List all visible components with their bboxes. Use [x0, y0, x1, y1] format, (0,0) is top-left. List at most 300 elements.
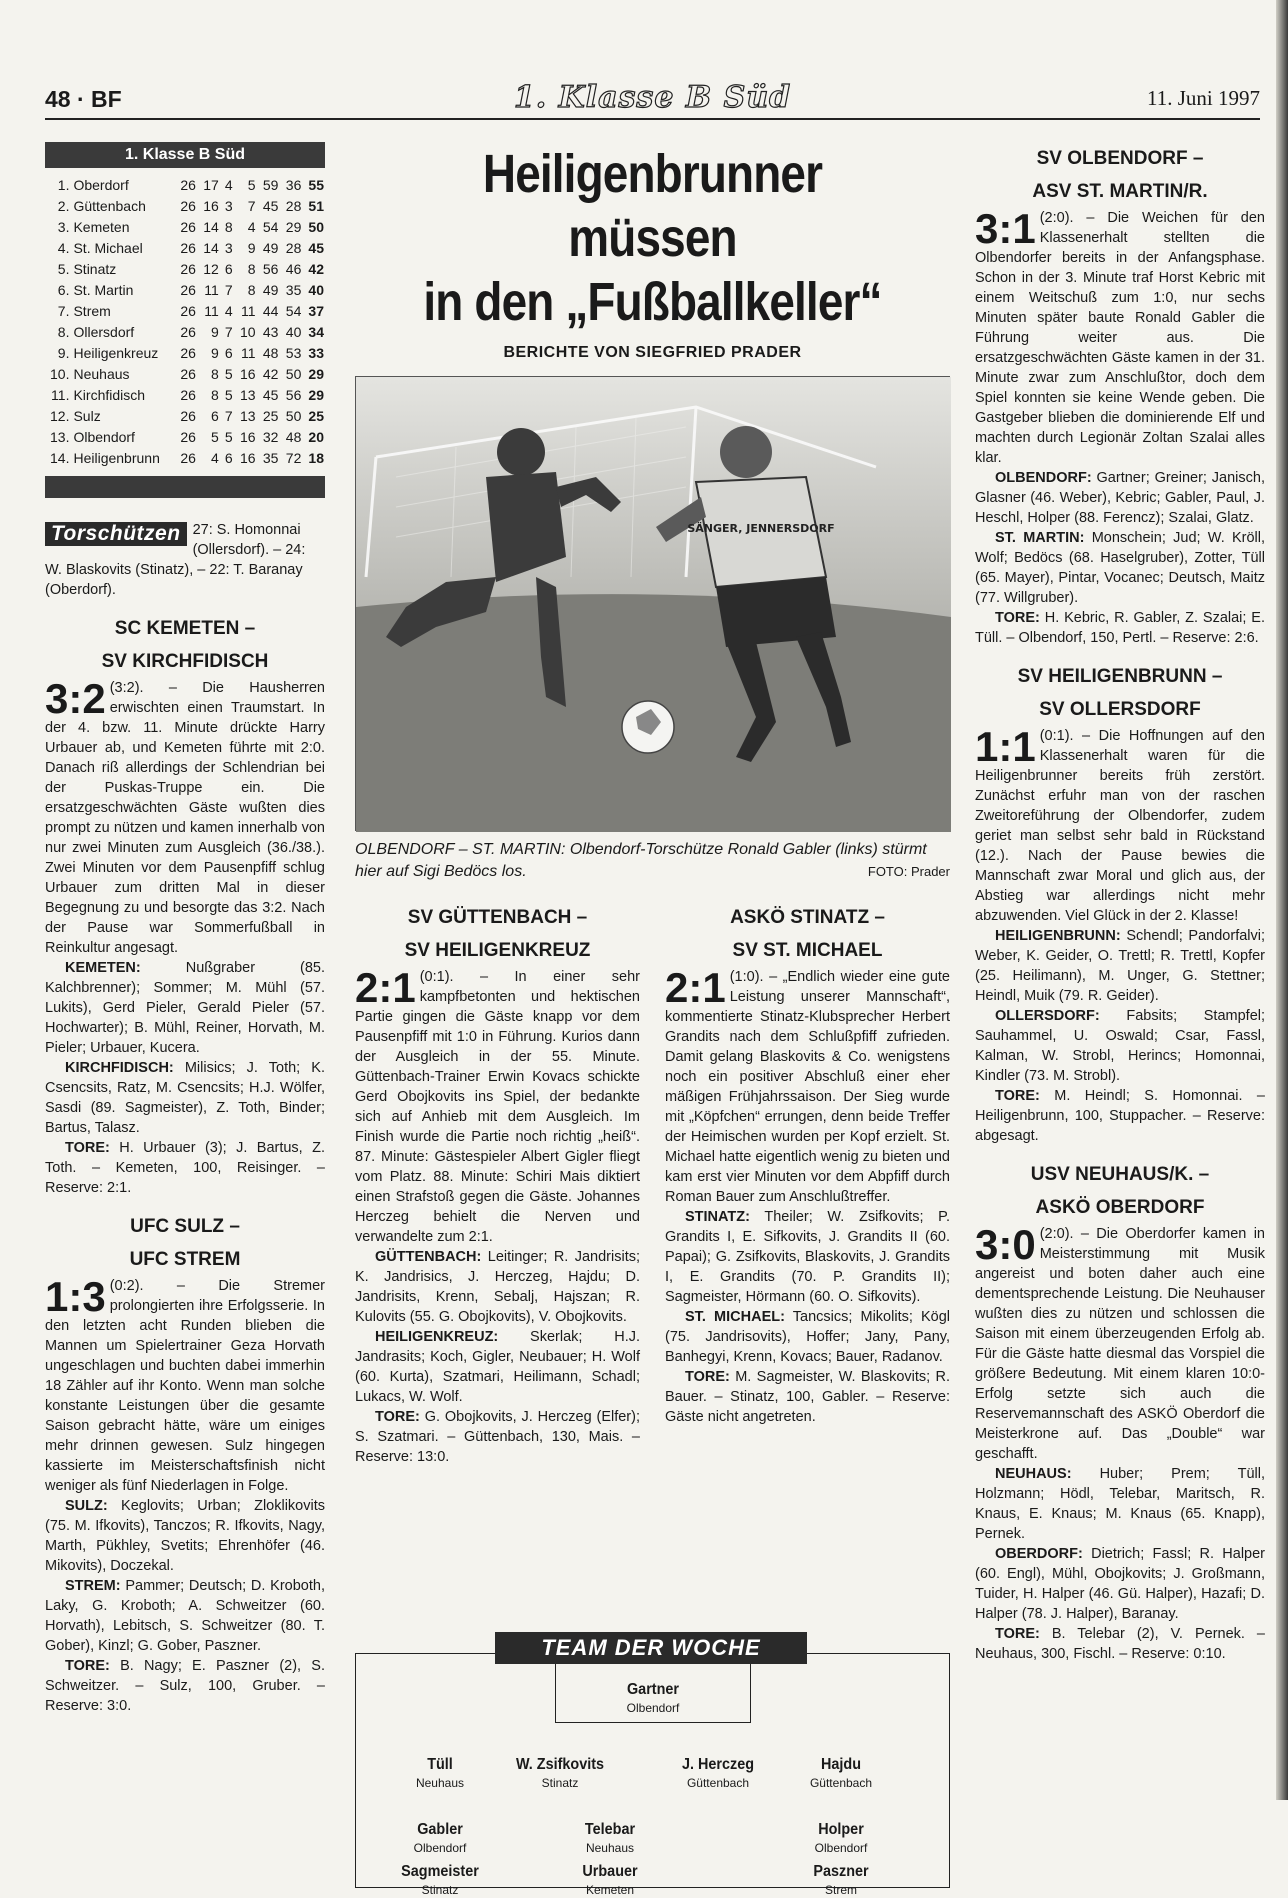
table-cell-losses: 11	[240, 344, 256, 361]
table-cell-games: 26	[180, 176, 196, 193]
table-cell-team: Kemeten	[73, 218, 130, 235]
team-player	[365, 1820, 515, 1856]
lineup-text: B. Telebar (2), V. Pernek. – Neuhaus, 300, Fischl. – Reserve: 0:10.	[975, 1626, 1265, 1662]
table-cell-points: 45	[308, 239, 324, 256]
table-cell-draws: 7	[224, 281, 233, 298]
team-player	[766, 1820, 916, 1856]
match-heading-away: ASV ST. MARTIN/R.	[1032, 181, 1208, 202]
lineup-label: KIRCHFIDISCH:	[65, 1060, 174, 1076]
match-heading-away: SV OLLERSDORF	[1039, 699, 1201, 720]
standings-table	[45, 174, 325, 468]
table-cell-position: 11.	[51, 386, 70, 403]
table-cell-points: 18	[308, 449, 324, 466]
team-player-club: Neuhaus	[415, 1776, 465, 1790]
report-body: (0:1). – Die Hoffnungen auf den Klassenerhalt waren für die Heiligenbrunner bereits früh zerstört. Zunächst erfuhr man von der raschen Zweitoreführung der Olbendorfer, zudem geriet man selbst sehr bald in Rückstand (12.). Nach der Pause bewies die Mannschaft zwar Moral und glich aus, der Abstieg war allerdings nicht mehr abzuwenden. Viel Glück in der 2. Klasse!	[975, 728, 1265, 924]
team-player-name: Holper	[818, 1821, 864, 1838]
team-player-club: Stinatz	[421, 1883, 459, 1897]
report-body: (2:0). – Die Weichen für den Klassenerhalt stellten die Olbendorfer bereits in der Anfangsphase. Schon in der 3. Minute traf Horst Kebric mit einem Weitschuß zum 1:0, nur sechs Minuten später baute Ronald Gabler die Führung weiter aus. Die ersatzgeschwächten Gäste kamen in der 31. Minute zwar zum Anschlußtor, doch dem Spiel konnten sie keine Wende geben. Die Gastgeber blieben die dominierende Elf und machten durch Legionär Zoltan Szalai alles klar.	[975, 210, 1265, 466]
table-cell-goals-for: 44	[262, 302, 279, 319]
table-cell-losses: 11	[240, 302, 256, 319]
lineup-label: OLLERSDORF:	[995, 1008, 1100, 1024]
photo-caption-text: OLBENDORF – ST. MARTIN: Olbendorf-Torschütze Ronald Gabler (links) stürmt hier auf Sigi Bedöcs los.	[355, 841, 927, 880]
match-report-text	[45, 675, 325, 958]
team-player	[766, 1755, 916, 1791]
lineup-text: G. Obojkovits, J. Herczeg (Elfer); S. Szatmari. – Güttenbach, 130, Mais. – Reserve: 13:0.	[355, 1409, 640, 1465]
table-cell-team: Heiligenkreuz	[73, 344, 159, 361]
table-cell-team: St. Martin	[73, 281, 134, 298]
table-cell-points: 50	[308, 218, 324, 235]
table-cell-wins: 8	[211, 386, 219, 403]
lineup-paragraph	[355, 1327, 640, 1407]
table-cell-games: 26	[180, 323, 196, 340]
table-cell-position: 8.	[57, 323, 70, 340]
table-cell-position: 10.	[50, 365, 70, 382]
table-row	[45, 237, 325, 258]
table-cell-games: 26	[180, 218, 196, 235]
table-cell-games: 26	[180, 428, 196, 445]
table-cell-games: 26	[180, 407, 196, 424]
table-cell-losses: 16	[239, 449, 256, 466]
table-cell-games: 26	[180, 302, 196, 319]
table-cell-draws: 5	[224, 365, 233, 382]
table-cell-wins: 5	[211, 428, 219, 445]
table-cell-wins: 16	[203, 197, 219, 214]
left-match-reports	[45, 612, 325, 1716]
final-score: 1:1	[975, 723, 1036, 770]
football-photo-illustration	[356, 377, 951, 832]
table-cell-wins: 9	[211, 344, 219, 361]
table-cell-goals-for: 48	[262, 344, 279, 361]
lineup-label: TORE:	[995, 1626, 1040, 1642]
middle-sub-column	[665, 889, 950, 1467]
table-cell-goals-for: 56	[262, 260, 279, 277]
table-cell-goals-against: 54	[285, 302, 302, 319]
lineup-text: B. Nagy; E. Paszner (2), S. Schweitzer. – Sulz, 100, Gruber. – Reserve: 3:0.	[45, 1658, 325, 1714]
lineup-paragraph	[45, 1496, 325, 1576]
lineup-paragraph	[975, 468, 1265, 528]
top-scorers	[45, 520, 325, 600]
match-heading-away: SV HEILIGENKREUZ	[404, 940, 591, 961]
table-cell-position: 6.	[57, 281, 70, 298]
match-heading-away: ASKÖ OBERDORF	[1035, 1197, 1205, 1218]
table-cell-team: Kirchfidisch	[73, 386, 146, 403]
top-scorers-badge: Torschützen	[45, 522, 187, 546]
table-cell-goals-against: 50	[285, 365, 302, 382]
lineup-paragraph	[45, 1576, 325, 1656]
table-cell-draws: 6	[224, 449, 233, 466]
lineup-paragraph	[975, 1464, 1265, 1544]
lineup-text: Skerlak; H.J. Jandrasits; Koch, Gigler, Neubauer; H. Wolf (60. Kurta), Szatmari, Heilimann, Schadl; Lukacs, W. Wolf.	[355, 1329, 640, 1405]
table-cell-position: 12.	[50, 407, 70, 424]
match-report	[355, 901, 640, 1467]
table-cell-draws: 6	[224, 260, 233, 277]
final-score: 3:1	[975, 205, 1036, 252]
team-player-club: Neuhaus	[585, 1841, 635, 1855]
lineup-paragraph	[975, 1544, 1265, 1624]
right-column	[975, 142, 1265, 1664]
team-player	[578, 1680, 728, 1716]
table-cell-games: 26	[180, 386, 196, 403]
match-report-text	[45, 1273, 325, 1496]
top-scorers-text: 27: S. Homonnai (Ollersdorf). – 24: W. Blaskovits (Stinatz), – 22: T. Baranay (Oberdorf).	[45, 522, 306, 598]
table-cell-draws: 7	[224, 323, 233, 340]
team-player	[365, 1862, 515, 1898]
table-cell-goals-for: 45	[262, 197, 279, 214]
table-cell-wins: 14	[203, 218, 219, 235]
match-heading-home: SV OLBENDORF –	[1036, 148, 1204, 169]
table-cell-position: 7.	[57, 302, 70, 319]
photo-caption	[355, 839, 950, 883]
table-cell-position: 5.	[57, 260, 70, 277]
match-report	[665, 901, 950, 1427]
table-cell-games: 26	[180, 281, 196, 298]
table-cell-goals-for: 25	[262, 407, 279, 424]
table-cell-draws: 5	[224, 386, 233, 403]
table-cell-points: 29	[308, 365, 324, 382]
match-photo	[355, 376, 950, 831]
table-cell-goals-for: 59	[262, 176, 279, 193]
table-cell-team: Strem	[73, 302, 111, 319]
table-cell-goals-against: 35	[285, 281, 302, 298]
table-cell-goals-for: 43	[262, 323, 279, 340]
table-cell-losses: 16	[239, 428, 256, 445]
table-cell-draws: 8	[224, 218, 233, 235]
table-cell-position: 4.	[57, 239, 70, 256]
table-row	[45, 258, 325, 279]
lineup-label: TORE:	[995, 1088, 1040, 1104]
team-player-club: Kemeten	[585, 1883, 635, 1897]
team-player-name: Paszner	[813, 1863, 869, 1880]
table-cell-wins: 17	[203, 176, 219, 193]
table-row	[45, 363, 325, 384]
lineup-paragraph	[665, 1367, 950, 1427]
match-heading-home: SV HEILIGENBRUNN –	[1017, 666, 1223, 687]
table-cell-goals-against: 56	[285, 386, 302, 403]
lineup-label: ST. MICHAEL:	[685, 1309, 785, 1325]
report-body: (0:2). – Die Stremer prolongierten ihre Erfolgsserie. In den letzten acht Runden blieben die Mannen um Spielertrainer Geza Horvath ungeschlagen und buchten dabei immerhin 18 Zähler auf ihr Konto. Wenn man solche konstante Leistungen über die gesamte Saison gebracht hätte, wäre um einiges mehr drinnen gewesen. Sulz hingegen kassierte im Meisterschaftsfinish nicht weniger als fünf Niederlagen in Folge.	[45, 1278, 325, 1494]
final-score: 2:1	[665, 964, 726, 1011]
table-footer-bar	[45, 476, 325, 498]
table-cell-goals-against: 29	[285, 218, 302, 235]
lineup-text: Gartner; Greiner; Janisch, Glasner (46. Weber), Kebric; Gabler, Paul, J. Heschl, Holper (88. Ferencz); Szalai, Glatz.	[975, 470, 1265, 526]
team-player-club: Stinatz	[541, 1776, 579, 1790]
lineup-paragraph	[975, 1086, 1265, 1146]
lineup-text: Theiler; W. Zsifkovits; P. Grandits I, E. Sifkovits, J. Grandits II (60. Papai); G. Zsifkovits, Blaskovits, J. Grandits I, E. Grandits (70. P. Grandits II); Sagmeister, Hörmann (60. O. Sifkovits).	[665, 1209, 950, 1305]
final-score: 3:2	[45, 675, 106, 722]
match-heading-home: UFC SULZ –	[130, 1216, 240, 1237]
table-cell-goals-against: 53	[285, 344, 302, 361]
table-row	[45, 321, 325, 342]
match-report-text	[355, 964, 640, 1247]
jersey-sponsor-text: SÄNGER, JENNERSDORF	[687, 522, 835, 535]
table-cell-position: 13.	[50, 428, 70, 445]
table-cell-goals-for: 49	[262, 281, 279, 298]
table-row	[45, 300, 325, 321]
table-cell-position: 14.	[50, 449, 70, 466]
table-cell-goals-against: 28	[285, 239, 302, 256]
headline	[400, 142, 906, 334]
table-cell-losses: 10	[239, 323, 256, 340]
lineup-paragraph	[665, 1307, 950, 1367]
lineup-paragraph	[975, 1624, 1265, 1664]
table-cell-draws: 6	[224, 344, 233, 361]
team-player-club: Strem	[824, 1883, 857, 1897]
table-cell-wins: 11	[204, 281, 219, 298]
lineup-text: M. Sagmeister, W. Blaskovits; R. Bauer. – Stinatz, 100, Gabler. – Reserve: Gäste nicht angetreten.	[665, 1369, 951, 1425]
lineup-label: TORE:	[65, 1658, 110, 1674]
team-of-week-title: TEAM DER WOCHE	[495, 1632, 807, 1664]
table-cell-wins: 14	[203, 239, 219, 256]
final-score: 3:0	[975, 1221, 1036, 1268]
table-cell-goals-against: 36	[285, 176, 302, 193]
page-header	[45, 80, 1260, 120]
lineup-paragraph	[355, 1407, 640, 1467]
table-cell-games: 26	[180, 197, 196, 214]
team-player	[766, 1862, 916, 1898]
table-cell-draws: 4	[224, 176, 233, 193]
table-cell-points: 37	[308, 302, 324, 319]
lineup-text: Schendl; Pandorfalvi; Weber, K. Geider, O. Trettl; R. Trettl, Kopfer (25. Heilimann), M. Unger, G. Stettner; Heindl, Muik (79. R. Geider).	[975, 928, 1266, 1004]
lineup-label: KEMETEN:	[65, 960, 141, 976]
lineup-paragraph	[975, 528, 1265, 608]
match-report	[975, 1158, 1265, 1664]
team-player-name: Telebar	[584, 1821, 636, 1838]
left-column	[45, 142, 325, 1716]
table-cell-points: 34	[308, 323, 324, 340]
team-player-name: Urbauer	[582, 1863, 638, 1880]
table-cell-draws: 3	[224, 239, 233, 256]
team-player	[535, 1862, 685, 1898]
lineup-text: Monschein; Jud; W. Kröll, Wolf; Bedöcs (68. Haselgruber), Zotter, Tüll (65. Mayer), Pintar, Vocanec; Deutsch, Maitz (77. Willgruber).	[975, 530, 1266, 606]
table-cell-wins: 11	[204, 302, 219, 319]
table-cell-wins: 9	[211, 323, 219, 340]
team-player-club: Olbendorf	[814, 1841, 868, 1855]
photo-credit: FOTO: Prader	[867, 864, 950, 879]
table-cell-losses: 9	[247, 239, 256, 256]
headline-line-1: Heiligenbrunner müssen	[482, 144, 823, 268]
table-cell-games: 26	[180, 365, 196, 382]
table-cell-team: St. Michael	[73, 239, 143, 256]
table-row	[45, 447, 325, 468]
team-player-name: Tüll	[427, 1756, 453, 1773]
match-heading-home: SC KEMETEN –	[114, 618, 256, 639]
section-title: 1. Klasse B Süd	[513, 80, 792, 115]
match-report	[975, 142, 1265, 648]
lineup-paragraph	[975, 1006, 1265, 1086]
lineup-text: Nußgraber (85. Kalchbrenner); Sommer; M. Mühl (57. Lukits), Gerd Pieler, Gerald Pieler (57. Hochwarter); B. Mühl, Reiner, Horvath, M. Pieler; Urbauer, Kucera.	[45, 960, 325, 1056]
table-cell-losses: 13	[239, 407, 256, 424]
table-cell-points: 33	[308, 344, 324, 361]
team-player	[535, 1820, 685, 1856]
table-cell-position: 3.	[57, 218, 70, 235]
match-report	[975, 660, 1265, 1146]
match-heading-home: ASKÖ STINATZ –	[730, 907, 885, 928]
table-row	[45, 342, 325, 363]
table-cell-draws: 3	[224, 197, 233, 214]
lineup-paragraph	[975, 608, 1265, 648]
report-body: (0:1). – In einer sehr kampfbetonten und hektischen Partie gingen die Gäste knapp vor dem Pausenpfiff mit 1:0 in Führung. Kurios dann der Ausgleich in der 55. Minute. Güttenbach-Trainer Erwin Kovacs schickte Gerd Obojkovits ins Spiel, der bedankte sich auf Anhieb mit dem Ausgleich. Im Finish wurde die Partie noch richtig „heiß“. 87. Minute: Gästespieler Albert Gigler fliegt vom Platz. 88. Minute: Schiri Mais diktiert einen Strafstoß gegen die Gäste. Johannes Herczeg behielt die Nerven und verwandelte zum 2:1.	[355, 969, 640, 1245]
table-row	[45, 279, 325, 300]
team-player-name: Gartner	[626, 1681, 680, 1698]
lineup-label: HEILIGENKREUZ:	[375, 1329, 499, 1345]
table-cell-games: 26	[180, 260, 196, 277]
match-heading-away: SV KIRCHFIDISCH	[101, 651, 269, 672]
table-cell-goals-for: 49	[262, 239, 279, 256]
lineup-text: Leitinger; R. Jandrisits; K. Jandrisics, J. Herczeg, Hajdu; D. Jandrisits, Krenn, Sebalj, Hajszan; R. Kulovits (55. G. Obojkovits), V. Obojkovits.	[355, 1249, 640, 1325]
table-row	[45, 174, 325, 195]
lineup-text: H. Urbauer (3); J. Bartus, Z. Toth. – Kemeten, 100, Reisinger. – Reserve: 2:1.	[45, 1140, 325, 1196]
middle-sub-column	[355, 889, 640, 1467]
match-report-text	[975, 1221, 1265, 1464]
table-cell-points: 42	[308, 260, 324, 277]
table-row	[45, 195, 325, 216]
table-cell-games: 26	[180, 449, 196, 466]
table-cell-goals-against: 46	[285, 260, 302, 277]
match-report-text	[975, 205, 1265, 468]
table-cell-team: Olbendorf	[73, 428, 135, 445]
table-cell-goals-against: 28	[285, 197, 302, 214]
lineup-label: TORE:	[65, 1140, 110, 1156]
table-cell-points: 40	[308, 281, 324, 298]
table-cell-position: 1.	[57, 176, 70, 193]
lineup-text: Tancsics; Mikolits; Kögl (75. Jandrisovits), Hoffer; Jany, Pany, Banhegyi, Krenn, Kovacs; Bauer, Radanov.	[665, 1309, 950, 1365]
lineup-paragraph	[45, 1656, 325, 1716]
table-cell-team: Heiligenbrunn	[73, 449, 160, 466]
table-cell-losses: 13	[239, 386, 256, 403]
table-cell-losses: 5	[247, 176, 256, 193]
team-player	[485, 1755, 635, 1791]
table-row	[45, 405, 325, 426]
lineup-label: OBERDORF:	[995, 1546, 1083, 1562]
table-cell-goals-against: 48	[285, 428, 302, 445]
table-cell-goals-for: 35	[262, 449, 279, 466]
table-cell-position: 9.	[57, 344, 70, 361]
report-body: (3:2). – Die Hausherren erwischten einen Traumstart. In der 4. bzw. 11. Minute drückte Harry Urbauer ab, und Kemeten führte mit 2:0. Danach riß allerdings der Schlendrian bei der Puskas-Truppe ein. Die ersatzgeschwächten Gäste wußten dies prompt zu nützen und kamen innerhalb von nur zwei Minuten zum Ausgleich (36./38.). Zwei Minuten vor dem Pausenpfiff schlug Urbauer zum dritten Mal in dieser Begegnung zu und besorgte das 3:2. Nach der Pause war Sommerfußball in Reinkultur angesagt.	[45, 680, 325, 956]
table-cell-points: 51	[308, 197, 324, 214]
table-cell-wins: 4	[211, 449, 219, 466]
table-row	[45, 426, 325, 447]
lineup-label: HEILIGENBRUNN:	[995, 928, 1121, 944]
lineup-paragraph	[975, 926, 1265, 1006]
team-player-name: Hajdu	[820, 1756, 861, 1773]
byline: BERICHTE VON SIEGFRIED PRADER	[503, 344, 802, 361]
lineup-label: STREM:	[65, 1578, 121, 1594]
table-cell-wins: 6	[211, 407, 219, 424]
match-report	[45, 1210, 325, 1716]
final-score: 1:3	[45, 1273, 106, 1320]
middle-match-reports	[355, 889, 950, 1467]
issue-date: 11. Juni 1997	[1147, 86, 1260, 110]
team-player-name: W. Zsifkovits	[515, 1756, 605, 1773]
table-cell-points: 29	[308, 386, 324, 403]
lineup-text: Dietrich; Fassl; R. Halper (60. Engl), Mühl, Obojkovits; J. Großmann, Tuider, H. Halper (46. Gü. Halper), Hazafi; D. Halper (78. J. Halper), Baranay.	[975, 1546, 1265, 1622]
team-player-name: J. Herczeg	[681, 1756, 755, 1773]
table-cell-losses: 16	[239, 365, 256, 382]
lineup-text: Milisics; J. Toth; K. Csencsits, Ratz, M. Csencsits; H.J. Wölfer, Sasdi (89. Sagmeister), Z. Toth, Binder; Bartus, Talasz.	[45, 1060, 326, 1136]
match-heading-home: SV GÜTTENBACH –	[407, 907, 588, 928]
table-row	[45, 384, 325, 405]
table-cell-games: 26	[180, 344, 196, 361]
team-player-club: Olbendorf	[413, 1841, 467, 1855]
table-cell-team: Oberdorf	[73, 176, 129, 193]
table-cell-losses: 8	[247, 281, 256, 298]
lineup-text: M. Heindl; S. Homonnai. – Heiligenbrunn, 100, Stuppacher. – Reserve: abgesagt.	[975, 1088, 1265, 1144]
table-cell-points: 20	[308, 428, 324, 445]
lineup-label: TORE:	[995, 610, 1040, 626]
table-cell-team: Stinatz	[73, 260, 117, 277]
table-cell-losses: 7	[247, 197, 256, 214]
lineup-text: Fabsits; Stampfel; Sauhammel, U. Oswald; Csar, Fassl, Kalman, W. Strobl, Herincs; Homonnai, Kindler (73. M. Strobl).	[975, 1008, 1266, 1084]
lineup-paragraph	[355, 1247, 640, 1327]
table-cell-team: Ollersdorf	[73, 323, 135, 340]
table-title: 1. Klasse B Süd	[45, 142, 325, 168]
team-player-club: Güttenbach	[686, 1776, 750, 1790]
lineup-text: Huber; Prem; Tüll, Holzmann; Hödl, Telebar, Maritsch, R. Knaus, E. Knaus; M. Knaus (65. Knapp), Pernek.	[975, 1466, 1265, 1542]
lineup-text: Pammer; Deutsch; D. Kroboth, Laky, G. Kroboth; A. Schweitzer (60. Horvath), Lebitsch, S. Schweitzer (80. T. Gober), Kinzl; G. Gober, Paszner.	[45, 1578, 325, 1654]
lineup-paragraph	[665, 1207, 950, 1307]
table-cell-team: Sulz	[73, 407, 101, 424]
lineup-label: TORE:	[375, 1409, 420, 1425]
match-heading-away: UFC STREM	[129, 1249, 241, 1270]
table-cell-draws: 7	[224, 407, 233, 424]
table-cell-points: 55	[308, 176, 324, 193]
table-cell-position: 2.	[57, 197, 70, 214]
middle-column	[355, 142, 950, 1467]
table-cell-goals-against: 40	[285, 323, 302, 340]
team-player-club: Olbendorf	[626, 1701, 680, 1715]
team-player-name: Gabler	[417, 1821, 463, 1838]
table-cell-points: 25	[308, 407, 324, 424]
table-cell-draws: 4	[224, 302, 233, 319]
lineup-label: OLBENDORF:	[995, 470, 1092, 486]
match-report-text	[975, 723, 1265, 926]
table-cell-losses: 8	[247, 260, 256, 277]
team-player-name: Sagmeister	[401, 1863, 479, 1880]
report-body: (1:0). – „Endlich wieder eine gute Leistung unserer Mannschaft“, kommentierte Stinatz-Klubsprecher Herbert Grandits nach dem Schlußpfiff zufrieden. Damit gelang Blaskovits & Co. wenigstens noch ein positiver Abschluß einer eher mäßigen Frühjahrssaison. Der Sieg wurde mit „Köpfchen“ errungen, denn beide Treffer der Heimischen wurden per Kopf erzielt. St. Michael hatte eigentlich wenig zu bieten und kam erst vier Minuten vor dem Abpfiff durch Roman Bauer zum Anschlußtreffer.	[665, 969, 950, 1205]
table-cell-losses: 4	[247, 218, 256, 235]
table-cell-goals-for: 45	[262, 386, 279, 403]
final-score: 2:1	[355, 964, 416, 1011]
page-edge-shadow	[1276, 0, 1288, 1800]
lineup-paragraph	[45, 1138, 325, 1198]
match-heading-home: USV NEUHAUS/K. –	[1030, 1164, 1210, 1185]
table-cell-draws: 5	[224, 428, 233, 445]
page-number: 48 · BF	[45, 86, 122, 112]
lineup-text: Keglovits; Urban; Zloklikovits (75. M. Ifkovits), Tanczos; R. Ifkovits, Nagy, Marth, Pükhley, Svetits; Ehrenhöfer (46. Mikovits), Doczekal.	[45, 1498, 325, 1574]
team-player-club: Güttenbach	[809, 1776, 873, 1790]
lineup-label: SULZ:	[65, 1498, 108, 1514]
table-cell-goals-for: 32	[262, 428, 279, 445]
lineup-label: GÜTTENBACH:	[375, 1249, 482, 1265]
table-row	[45, 216, 325, 237]
table-cell-goals-against: 50	[285, 407, 302, 424]
headline-line-2: in den „Fußballkeller“	[423, 272, 882, 332]
lineup-label: TORE:	[685, 1369, 730, 1385]
table-cell-wins: 12	[203, 260, 219, 277]
lineup-label: ST. MARTIN:	[995, 530, 1085, 546]
match-report-text	[665, 964, 950, 1207]
table-cell-goals-for: 42	[262, 365, 279, 382]
match-heading-away: SV ST. MICHAEL	[732, 940, 883, 961]
table-cell-goals-for: 54	[262, 218, 279, 235]
lineup-label: STINATZ:	[685, 1209, 750, 1225]
report-body: (2:0). – Die Oberdorfer kamen in Meisterstimmung mit Musik angereist und boten daher auch eine dementsprechende Leistung. Die Neuhauser wußten dies zu nützen und schlossen die Saison mit einem überzeugenden Erfolg ab. Für die Gäste hatte diesmal das Vorspiel die größere Bedeutung. Mit einem klaren 10:0-Erfolg setzte sich auch die Reservemannschaft des ASKÖ Oberdorf die Meisterkrone auf. Das „Double“ war geschafft.	[975, 1226, 1265, 1462]
table-cell-goals-against: 72	[285, 449, 302, 466]
table-cell-wins: 8	[211, 365, 219, 382]
lineup-paragraph	[45, 958, 325, 1058]
table-cell-team: Güttenbach	[73, 197, 146, 214]
lineup-text: H. Kebric, R. Gabler, Z. Szalai; E. Tüll. – Olbendorf, 150, Pertl. – Reserve: 2:6.	[975, 610, 1265, 646]
